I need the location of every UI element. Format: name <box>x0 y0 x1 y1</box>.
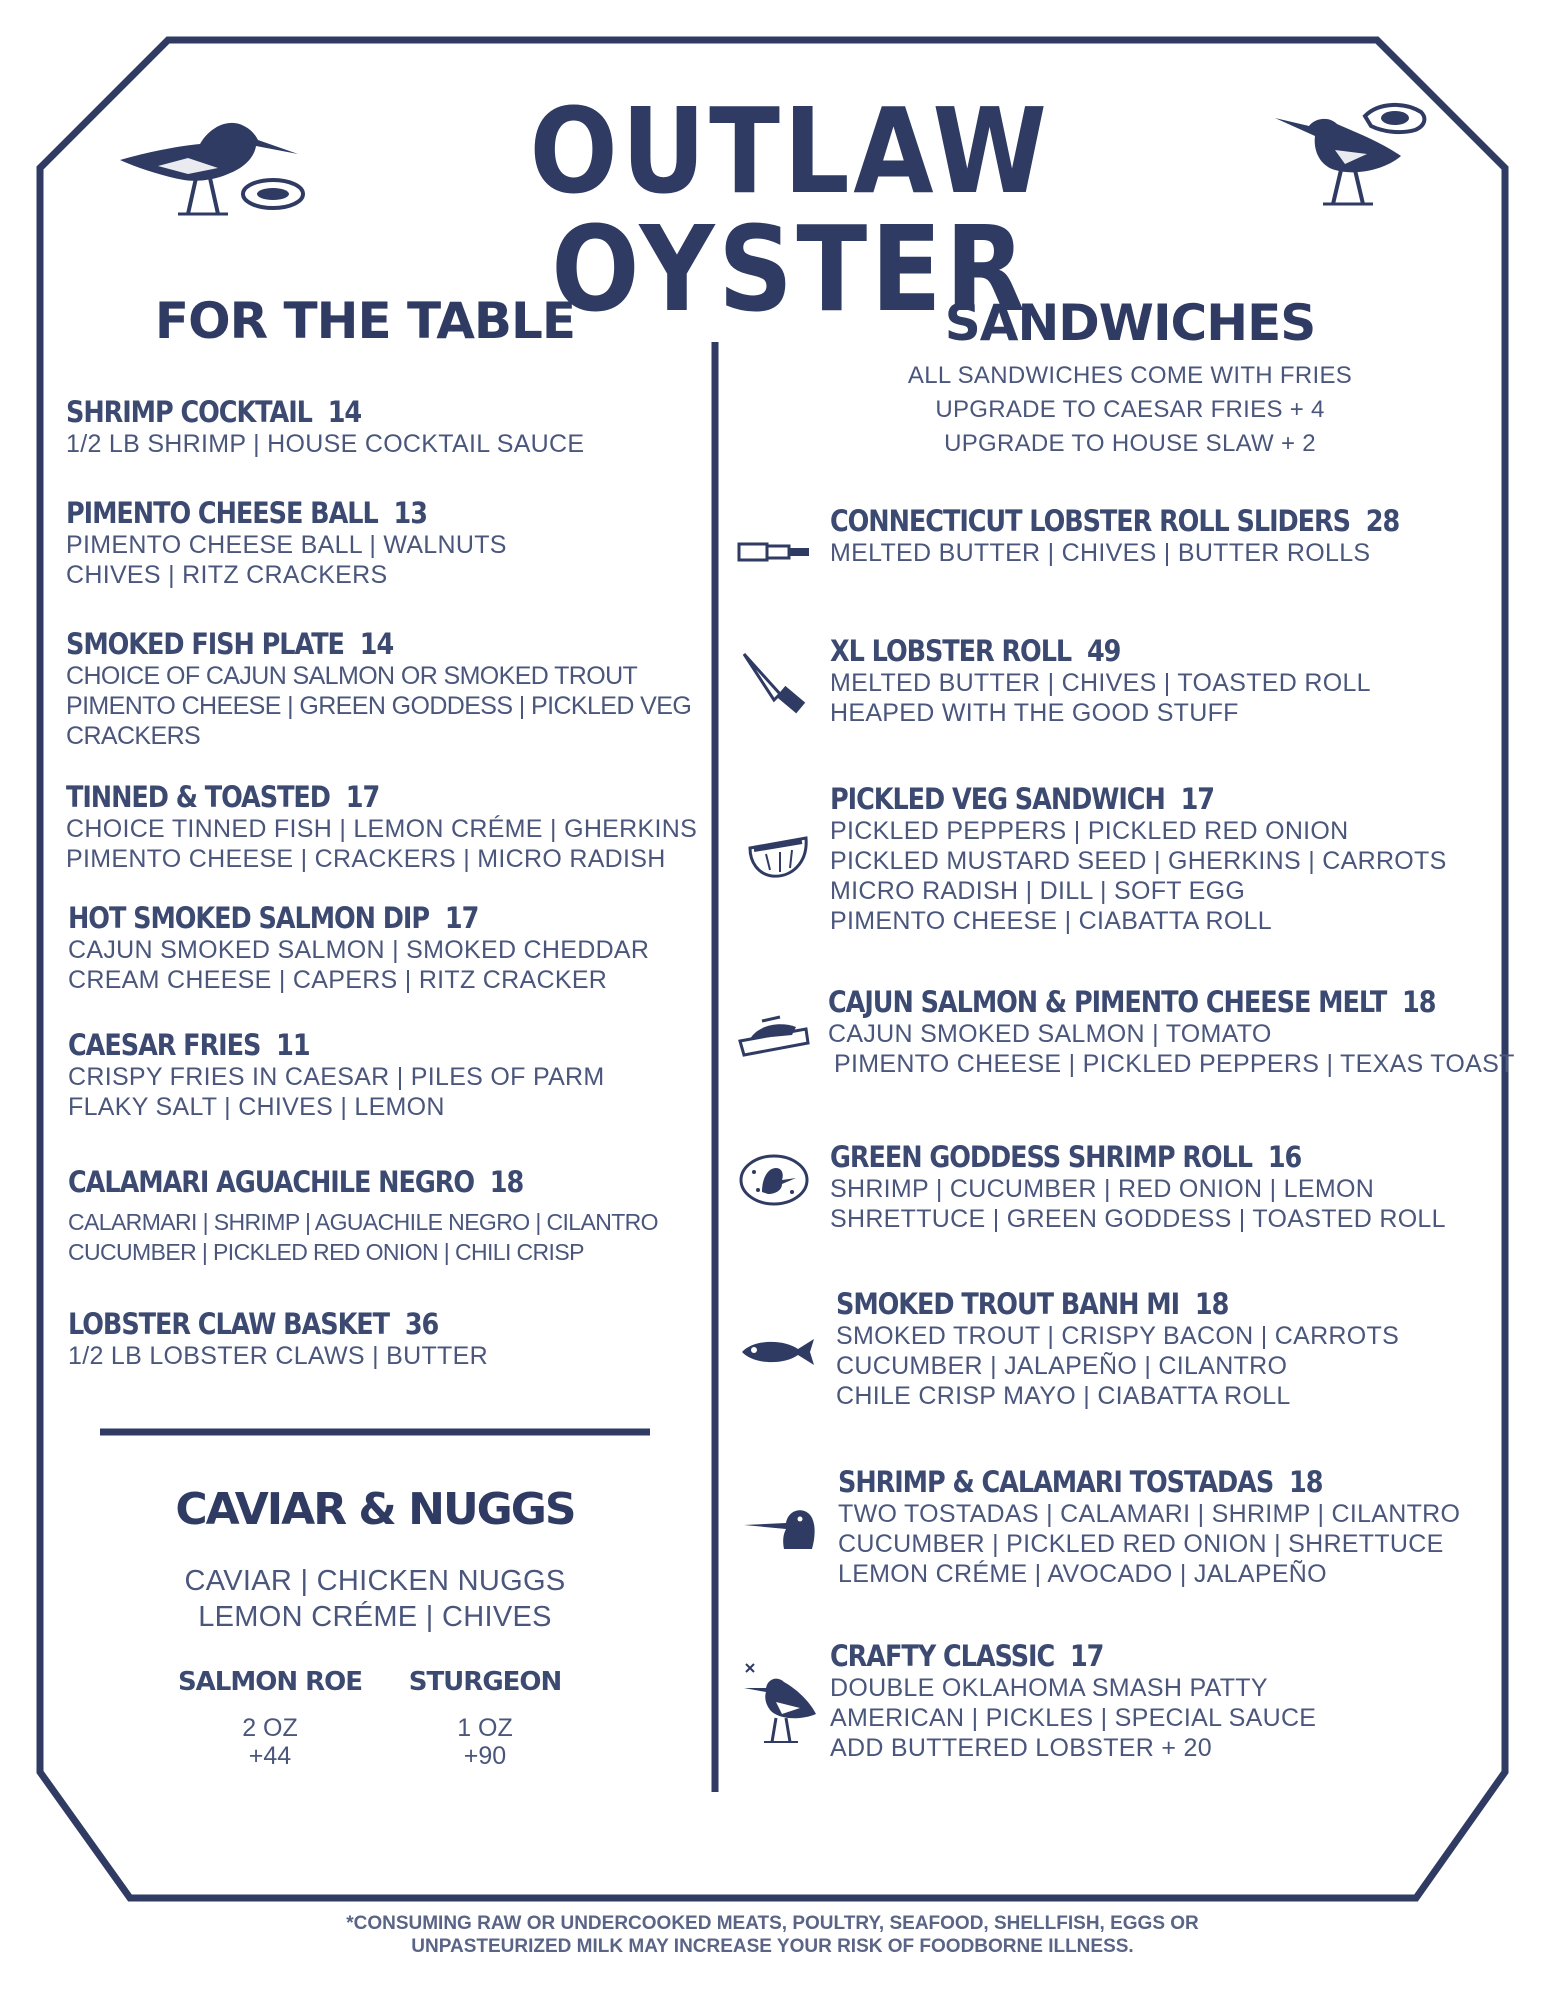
item-name: SHRIMP & CALAMARI TOSTADAS 18 <box>838 1465 1323 1499</box>
item-price: 18 <box>1194 1287 1229 1321</box>
item-description: AMERICAN | PICKLES | SPECIAL SAUCE <box>830 1704 1317 1732</box>
item-description: CAJUN SMOKED SALMON | SMOKED CHEDDAR <box>68 936 650 964</box>
item-description: CUCUMBER | JALAPEÑO | CILANTRO <box>836 1352 1288 1380</box>
item-description: PIMENTO CHEESE | CRACKERS | MICRO RADISH <box>66 845 666 873</box>
item-description: CUCUMBER | PICKLED RED ONION | CHILI CRISP <box>68 1239 584 1265</box>
item-price: 18 <box>1402 985 1436 1019</box>
item-name: TINNED & TOASTED 17 <box>66 780 380 814</box>
item-price: 28 <box>1365 504 1400 538</box>
item-price: 18 <box>1289 1465 1323 1499</box>
item-name: LOBSTER CLAW BASKET 36 <box>68 1307 439 1341</box>
section-heading-for-the-table: FOR THE TABLE <box>154 292 576 350</box>
option-price: +44 <box>248 1742 292 1770</box>
restaurant-title: OUTLAW OYSTER <box>529 82 1051 338</box>
item-description: CALARMARI | SHRIMP | AGUACHILE NEGRO | CILANTRO <box>68 1209 658 1235</box>
sandwich-notes: ALL SANDWICHES COME WITH FRIES UPGRADE TO CAESAR FRIES + 4 UPGRADE TO HOUSE SLAW + 2 <box>907 362 1353 457</box>
item-price: 17 <box>345 780 380 814</box>
item-price: 14 <box>327 395 362 429</box>
menu-item <box>836 1287 1399 1411</box>
menu-item <box>66 496 507 590</box>
item-price: 13 <box>393 496 427 530</box>
section-heading-sandwiches: SANDWICHES <box>944 294 1316 352</box>
item-name: CAJUN SALMON & PIMENTO CHEESE MELT 18 <box>828 985 1436 1019</box>
bird-head-icon <box>742 1505 820 1551</box>
item-description: PIMENTO CHEESE BALL | WALNUTS <box>66 531 507 559</box>
item-name: HOT SMOKED SALMON DIP 17 <box>68 901 479 935</box>
menu-item <box>828 985 1518 1079</box>
knife-icon <box>740 650 810 718</box>
food-safety-disclaimer: *CONSUMING RAW OR UNDERCOOKED MEATS, POULTRY, SEAFOOD, SHELLFISH, EGGS OR UNPASTEURIZED MILK MAY INCREASE YOUR RISK OF FOODBORNE ILLNESS. <box>346 1913 1199 1957</box>
item-price: 17 <box>1180 782 1215 816</box>
item-description: CHOICE TINNED FISH | LEMON CRÉME | GHERKINS <box>66 815 698 843</box>
item-price: 49 <box>1086 634 1121 668</box>
item-description: DOUBLE OKLAHOMA SMASH PATTY <box>830 1674 1268 1702</box>
bird-badge-icon <box>738 1152 810 1208</box>
item-name: CONNECTICUT LOBSTER ROLL SLIDERS 28 <box>830 504 1400 538</box>
item-price: 16 <box>1267 1140 1302 1174</box>
oystercatcher-left-icon <box>118 108 308 218</box>
option-name: STURGEON <box>408 1667 562 1697</box>
item-description: PIMENTO CHEESE | PICKLED PEPPERS | TEXAS TOAST <box>834 1050 1515 1078</box>
item-name: PIMENTO CHEESE BALL 13 <box>66 496 427 530</box>
item-description: CHILE CRISP MAYO | CIABATTA ROLL <box>836 1382 1291 1410</box>
item-description: PIMENTO CHEESE | GREEN GODDESS | PICKLED VEG <box>66 692 692 720</box>
item-description: 1/2 LB LOBSTER CLAWS | BUTTER <box>68 1342 488 1370</box>
item-price: 11 <box>276 1028 310 1062</box>
item-name: CAESAR FRIES 11 <box>68 1028 310 1062</box>
menu-item <box>830 634 1371 728</box>
oystercatcher-icon <box>742 1658 818 1746</box>
item-description: CUCUMBER | PICKLED RED ONION | SHRETTUCE <box>838 1530 1444 1558</box>
item-description: CHIVES | RITZ CRACKERS <box>66 561 388 589</box>
menu-item <box>830 1639 1316 1763</box>
item-description: SMOKED TROUT | CRISPY BACON | CARROTS <box>836 1322 1400 1350</box>
oystercatcher-right-icon <box>1275 96 1435 208</box>
menu-item <box>68 1028 605 1122</box>
spyglass-icon <box>735 536 815 568</box>
item-name: XL LOBSTER ROLL 49 <box>830 634 1121 668</box>
item-price: 18 <box>489 1165 524 1199</box>
item-description: SHRETTUCE | GREEN GODDESS | TOASTED ROLL <box>830 1205 1446 1233</box>
item-price: 36 <box>404 1307 439 1341</box>
option-size: 2 OZ <box>242 1714 298 1742</box>
menu-item <box>838 1465 1460 1589</box>
item-name: SMOKED FISH PLATE 14 <box>66 627 394 661</box>
item-description: MELTED BUTTER | CHIVES | BUTTER ROLLS <box>830 539 1371 567</box>
option-price: +90 <box>463 1742 507 1770</box>
lemon-slice-icon <box>746 834 812 882</box>
menu-item <box>830 1140 1446 1234</box>
item-description: PICKLED MUSTARD SEED | GHERKINS | CARROTS <box>830 847 1447 875</box>
item-price: 17 <box>1069 1639 1104 1673</box>
caviar-description: CAVIAR | CHICKEN NUGGS LEMON CRÉME | CHIVES <box>184 1565 566 1633</box>
item-name: SHRIMP COCKTAIL 14 <box>66 395 362 429</box>
menu-item <box>68 901 649 995</box>
item-description: CRACKERS <box>66 722 201 750</box>
item-description: CREAM CHEESE | CAPERS | RITZ CRACKER <box>68 966 608 994</box>
item-name: CALAMARI AGUACHILE NEGRO 18 <box>68 1165 524 1199</box>
item-description: HEAPED WITH THE GOOD STUFF <box>830 699 1239 727</box>
item-description: CRISPY FRIES IN CAESAR | PILES OF PARM <box>68 1063 605 1091</box>
item-description: MELTED BUTTER | CHIVES | TOASTED ROLL <box>830 669 1371 697</box>
item-name: SMOKED TROUT BANH MI 18 <box>836 1287 1229 1321</box>
item-description: CHOICE OF CAJUN SALMON OR SMOKED TROUT <box>66 662 638 690</box>
item-description: ADD BUTTERED LOBSTER + 20 <box>830 1734 1212 1762</box>
menu-item <box>66 627 691 751</box>
item-price: 14 <box>359 627 394 661</box>
item-name: PICKLED VEG SANDWICH 17 <box>830 782 1215 816</box>
item-description: CAJUN SMOKED SALMON | TOMATO <box>828 1020 1272 1048</box>
menu-item <box>66 395 584 459</box>
section-heading-caviar: CAVIAR & NUGGS <box>175 1484 575 1535</box>
item-description: LEMON CRÉME | AVOCADO | JALAPEÑO <box>838 1560 1327 1588</box>
option-name: SALMON ROE <box>177 1667 363 1697</box>
menu-item <box>830 782 1447 936</box>
item-description: PICKLED PEPPERS | PICKLED RED ONION <box>830 817 1349 845</box>
item-description: SHRIMP | CUCUMBER | RED ONION | LEMON <box>830 1175 1375 1203</box>
item-description: MICRO RADISH | DILL | SOFT EGG <box>830 877 1246 905</box>
fish-icon <box>740 1335 816 1369</box>
item-name: GREEN GODDESS SHRIMP ROLL 16 <box>830 1140 1302 1174</box>
item-description: FLAKY SALT | CHIVES | LEMON <box>68 1093 445 1121</box>
menu-item <box>830 504 1477 568</box>
item-name: CRAFTY CLASSIC 17 <box>830 1639 1104 1673</box>
item-description: TWO TOSTADAS | CALAMARI | SHRIMP | CILANTRO <box>838 1500 1461 1528</box>
menu-item <box>68 1307 489 1371</box>
option-size: 1 OZ <box>457 1714 513 1742</box>
tinned-fish-icon <box>736 1013 812 1059</box>
item-price: 17 <box>444 901 479 935</box>
menu-item <box>68 1165 658 1267</box>
menu-item <box>66 780 697 874</box>
item-description: PIMENTO CHEESE | CIABATTA ROLL <box>830 907 1272 935</box>
item-description: 1/2 LB SHRIMP | HOUSE COCKTAIL SAUCE <box>66 430 585 458</box>
